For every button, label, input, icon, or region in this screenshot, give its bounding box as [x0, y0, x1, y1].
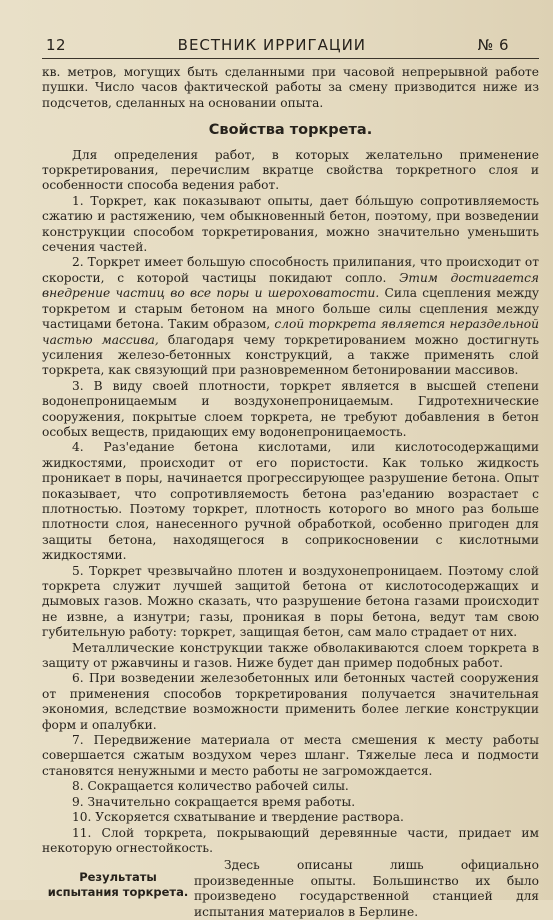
- property-2: [42, 255, 539, 378]
- property-10: 10. Ускоряется схватывание и твердение раствора.: [72, 810, 404, 825]
- property-2-text-c: благодаря чему торкретированием можно достигнуть усиления железо-бетонных конструкций, а также применять слой торкрета, как связующий при разновременном бетонировании массивов.: [42, 332, 539, 378]
- intro-paragraph: кв. метров, могущих быть сделанными при часовой непрерывной работе пушки. Число часов фактической работы за смену призводится ниже из подсчетов, сделанных на основании опыта.: [42, 65, 539, 110]
- journal-title: ВЕСТНИК ИРРИГАЦИИ: [177, 36, 367, 54]
- side-heading: Результаты испытания торкрета.: [47, 870, 189, 900]
- lead-paragraph: Для определения работ, в которых желательно применение торкретирования, перечислим вкратце свойства торкретного слоя и особенности способа ведения работ.: [42, 147, 539, 193]
- running-header: [42, 36, 539, 59]
- property-4: 4. Раз'едание бетона кислотами, или кислотосодержащими жидкостями, происходит от его пористости. Как только жидкость проникает в поры, начинается прогрессирующее разрушение бетона. Опыт показывает, что сопротивляемость бетона раз'еданию возрастает с плотностью. Поэтому торкрет, плотность которого во много раз больше плотности слоя, нанесенного ручной обработкой, особенно пригоден для защиты бетона, находящегося в соприкосновении с кислотными жидкостями.: [42, 440, 539, 563]
- property-2-emphasis-2: слой торкрета является нераздельной частью массива,: [42, 317, 539, 347]
- test-results-paragraph: Здесь описаны лишь официально произведенные опыты. Большинство их было произведено государственной станцией для испытания материалов в Берлине.: [194, 858, 539, 919]
- property-3: 3. В виду своей плотности, торкрет является в высшей степени водонепроницаемым и воздухонепроницаемым. Гидротехнические сооружения, покрытые слоем торкрета, не требуют добавления в бетон особых веществ, придающих ему водонепроницаемость.: [42, 378, 539, 439]
- property-7: 7. Передвижение материала от места смешения к месту работы совершается сжатым воздухом через шланг. Тяжелые леса и подмости становятся ненужными и место работы не загромождается.: [42, 733, 539, 778]
- property-2-emphasis-1: Этим достигается внедрение частиц во все поры и шероховатости.: [42, 270, 540, 301]
- property-1: 1. Торкрет, как показывают опыты, дает бо́льшую сопротивляемость сжатию и растяжению, чем обыкновенный бетон, поэтому, при возведении конструкции способом торкретирования, можно значительно уменьшить сечения частей.: [42, 193, 539, 255]
- property-8: 8. Сокращается количество рабочей силы.: [72, 779, 349, 794]
- property-2-text-b: Сила сцепления между торкретом и старым бетоном на много больше силы сцепления между частицами бетона. Таким образом,: [42, 286, 539, 332]
- issue-number: № 6: [477, 36, 509, 54]
- property-5: 5. Торкрет чрезвычайно плотен и воздухонепроницаем. Поэтому слой торкрета служит лучшей защитой бетона от кислотосодержащих и дымовых газов. Можно сказать, что разрушение бетона газами происходит не извне, а изнутри; газы, проникая в поры бетона, ведут там свою губительную работу: торкрет, защищая бетон, сам мало страдает от них.: [42, 563, 539, 640]
- property-2-text-a: 2. Торкрет имеет большую способность прилипания, что происходит от скорости, с которой частицы покидают сопло.: [42, 255, 539, 285]
- property-9: 9. Значительно сокращается время работы.: [72, 794, 356, 809]
- metal-paragraph: Металлические конструкции также обволакиваются слоем торкрета в защиту от ржавчины и газов. Ниже будет дан пример подобных работ.: [42, 640, 539, 671]
- test-results-block: [42, 858, 539, 920]
- page-number: 12: [46, 36, 67, 54]
- article-body: [42, 65, 539, 920]
- section-title: Свойства торкрета.: [208, 122, 373, 139]
- property-11: 11. Слой торкрета, покрывающий деревянные части, придает им некоторую огнестойкость.: [42, 825, 539, 855]
- property-6: 6. При возведении железобетонных или бетонных частей сооружения от применения способов торкретирования получается значительная экономия, вследствие возможности применить более легкие конструкции форм и опалубки.: [42, 671, 539, 732]
